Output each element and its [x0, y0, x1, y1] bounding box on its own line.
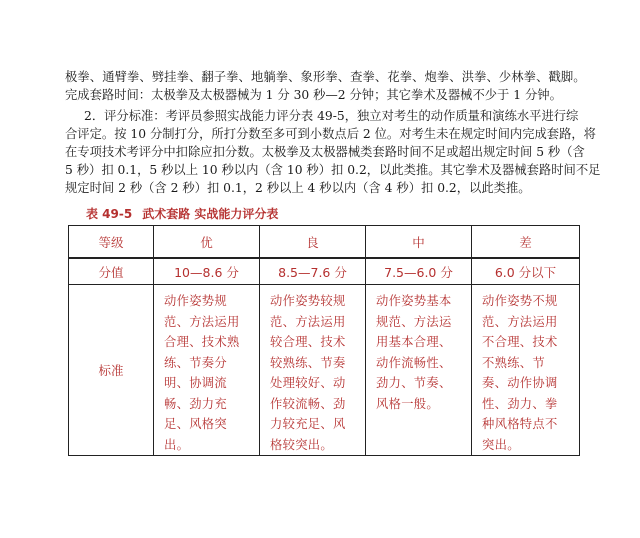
- score-average: 7.5—6.0 分: [366, 258, 472, 285]
- criteria-average-cell: [366, 285, 472, 456]
- header-grade: 等级: [69, 226, 154, 259]
- header-average: 中: [366, 226, 472, 259]
- scoring-table: [68, 225, 580, 456]
- criteria-poor: 动作姿势不规范、方法运用不合理、技术不熟练、节奏、动作协调性、劲力、拳种风格特点不突出。: [482, 294, 558, 452]
- criteria-excellent: 动作姿势规范、方法运用合理、技术熟练、节奏分明、协调流畅、劲力充足、风格突出。: [164, 294, 240, 452]
- header-poor: 差: [472, 226, 580, 259]
- header-excellent: 优: [154, 226, 260, 259]
- paragraph-line: 合评定。按 10 分制打分，所打分数至多可到小数点后 2 位。对考生未在规定时间内完成套路，将: [65, 127, 596, 141]
- criteria-good-cell: [260, 285, 366, 456]
- criteria-good: 动作姿势较规范、方法运用较合理、技术较熟练、节奏处理较好、动作较流畅、劲力较充足、风格较突出。: [270, 294, 346, 452]
- criteria-excellent-cell: [154, 285, 260, 456]
- header-good: 良: [260, 226, 366, 259]
- table-number: 表 49-5: [86, 207, 133, 221]
- paragraph-line: 在专项技术考评分中扣除应扣分数。太极拳及太极器械类套路时间不足或超出规定时间 5 秒（含: [65, 145, 585, 159]
- table-row-score: [69, 258, 580, 285]
- paragraph-line: 完成套路时间：太极拳及太极器械为 1 分 30 秒—2 分钟；其它拳术及器械不少于 1 分钟。: [65, 88, 562, 102]
- table-row-criteria: [69, 285, 580, 456]
- score-good: 8.5—7.6 分: [260, 258, 366, 285]
- paragraph-line: 规定时间 2 秒（含 2 秒）扣 0.1，2 秒以上 4 秒以内（含 4 秒）扣 0.2，以此类推。: [65, 181, 531, 195]
- score-excellent: 10—8.6 分: [154, 258, 260, 285]
- paragraph-line: 2．评分标准：考评员参照实战能力评分表 49-5，独立对考生的动作质量和演练水平进行综: [84, 109, 579, 123]
- criteria-average: 动作姿势基本规范、方法运用基本合理、动作流畅性、劲力、节奏、风格一般。: [376, 294, 452, 411]
- criteria-poor-cell: [472, 285, 580, 456]
- table-title: 武术套路 实战能力评分表: [142, 207, 279, 221]
- paragraph-line: 5 秒）扣 0.1，5 秒以上 10 秒以内（含 10 秒）扣 0.2，以此类推。其它拳术及器械套路时间不足: [65, 163, 601, 177]
- criteria-label: 标准: [69, 285, 154, 456]
- table-caption: [86, 205, 288, 222]
- paragraph-line: 极拳、通臂拳、劈挂拳、翻子拳、地躺拳、象形拳、查拳、花拳、炮拳、洪拳、少林拳、戳脚。: [65, 70, 586, 84]
- score-poor: 6.0 分以下: [472, 258, 580, 285]
- table-header-row: [69, 226, 580, 259]
- score-label: 分值: [69, 258, 154, 285]
